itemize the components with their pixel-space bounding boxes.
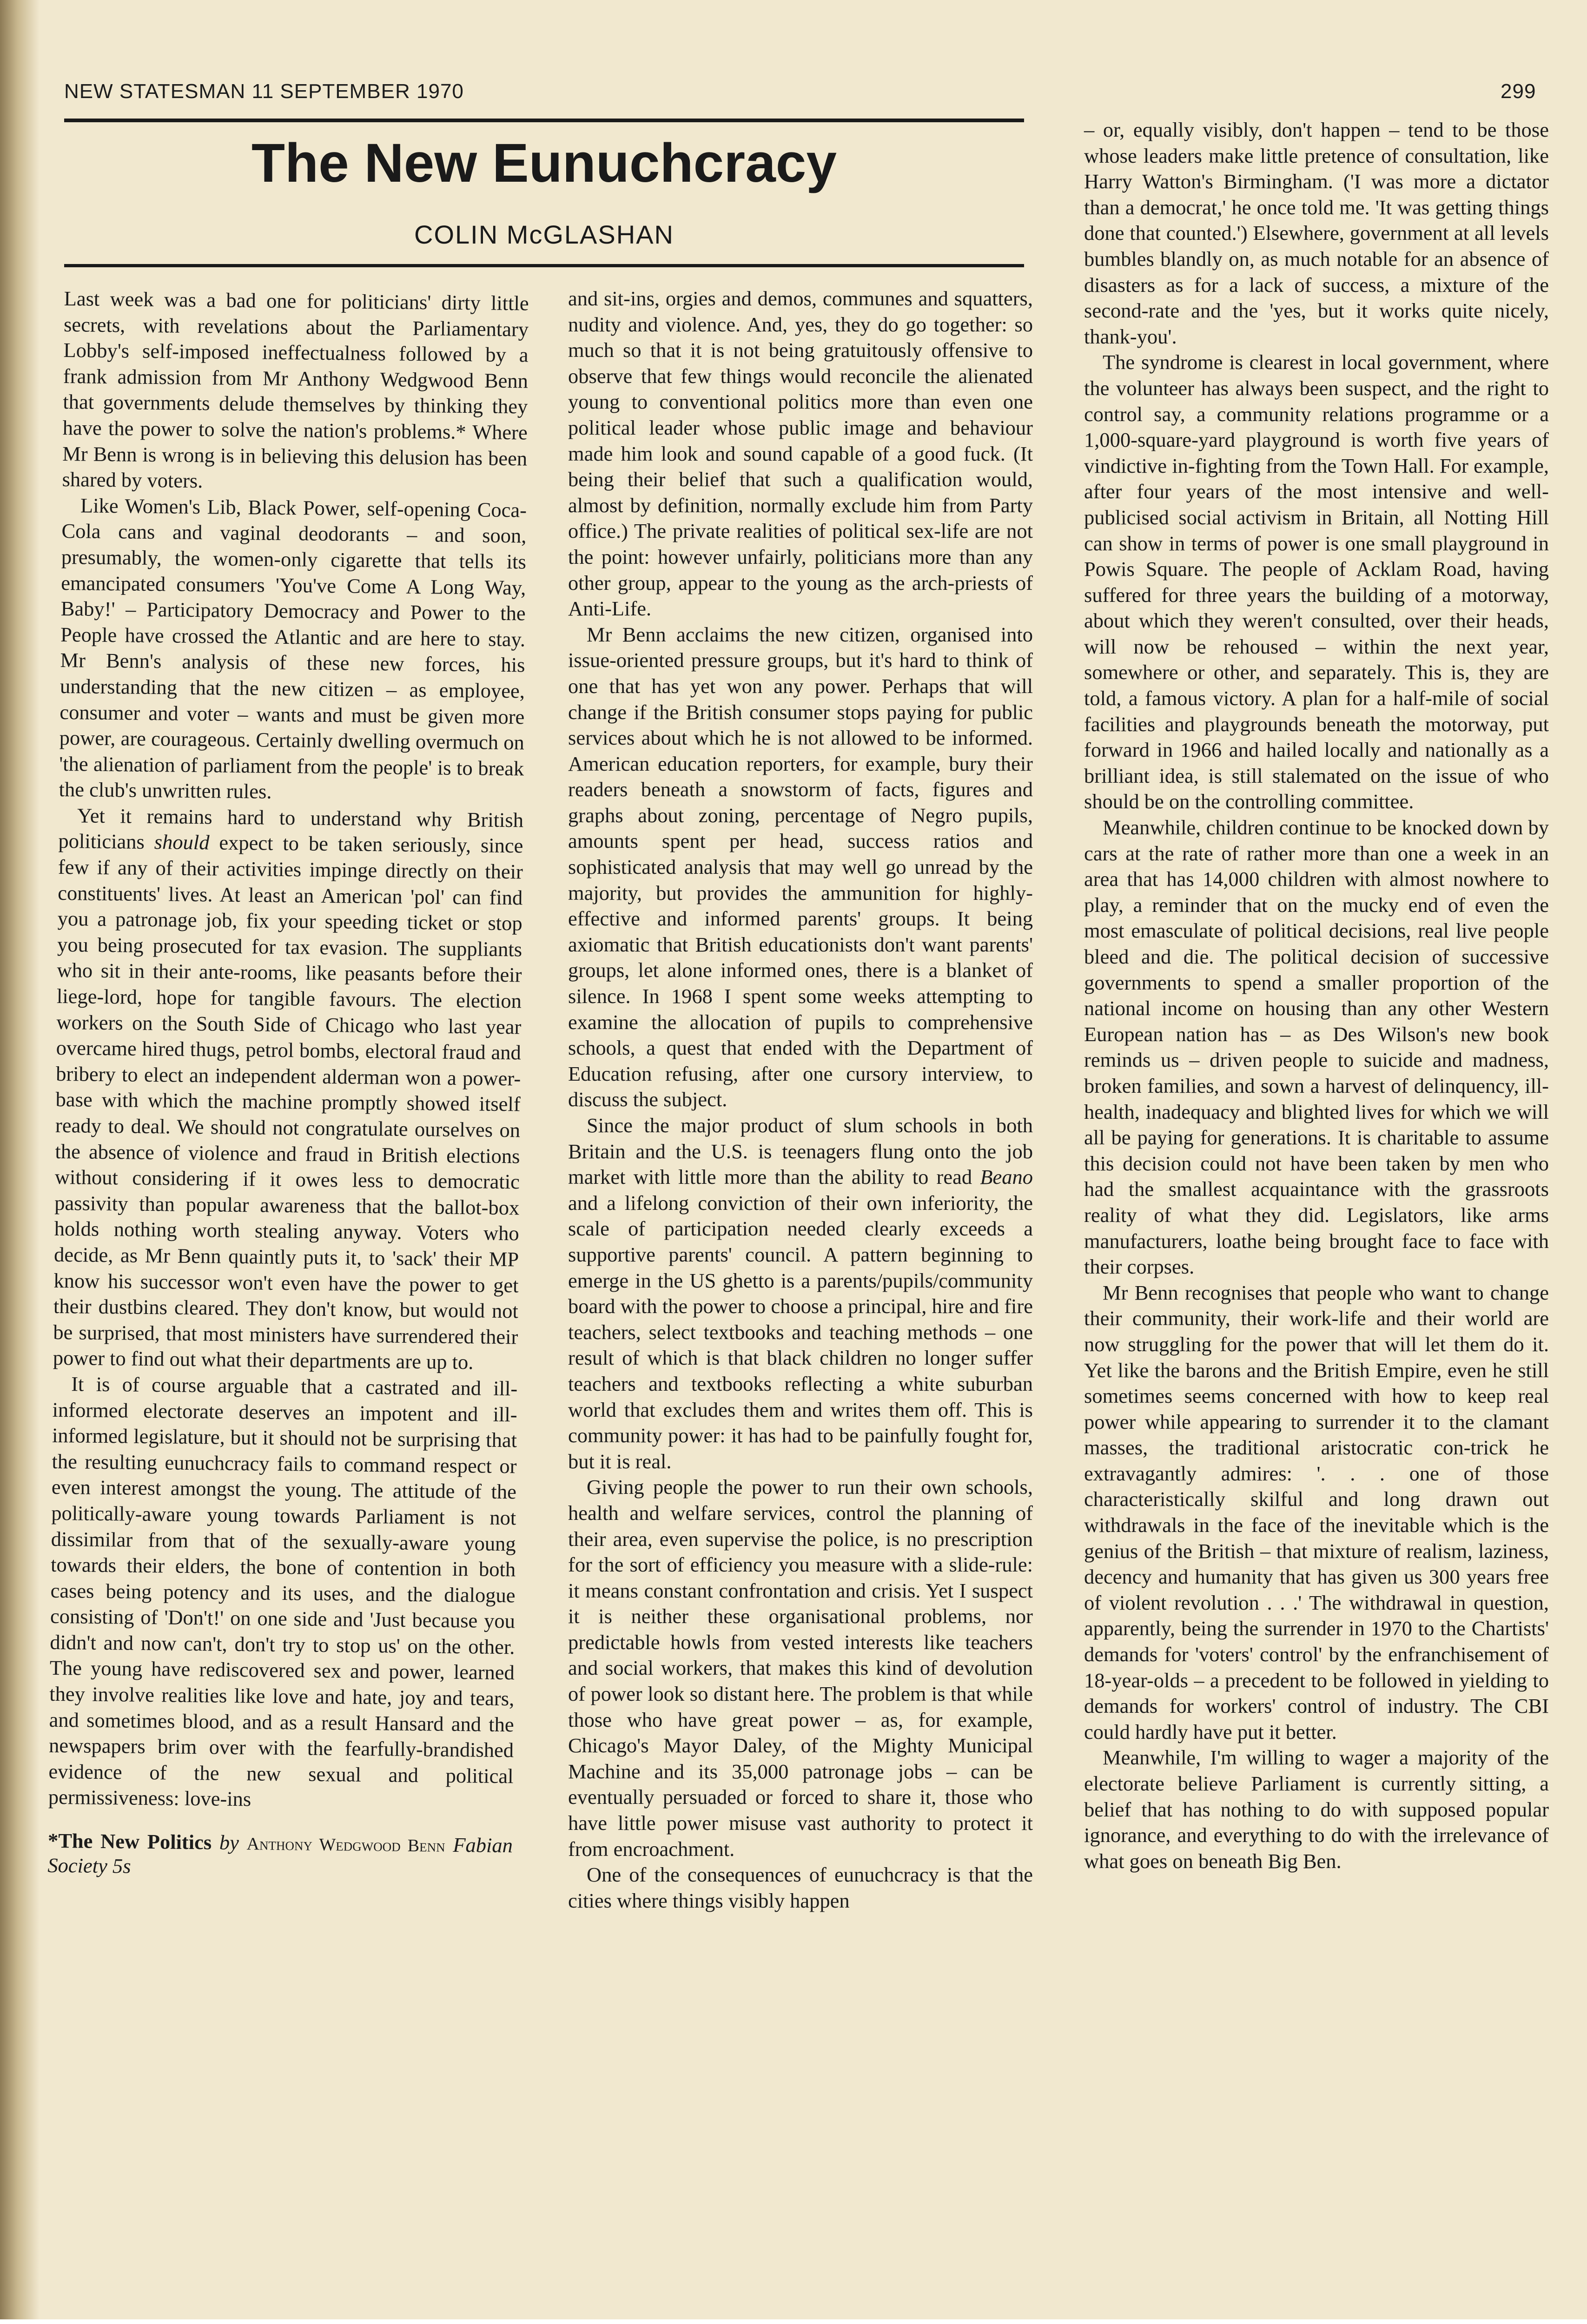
paragraph: Last week was a bad one for politicians' dirty little secrets, with revelations about the Parliamentary Lobby's self-imposed ineffectualness followed by a frank admission from Mr Anthony Wedgwood Benn that governments delude themselves by thinking they have the power to solve the nation's problems.* Where Mr Benn is wrong is in believing this delusion has been shared by voters. (62, 286, 529, 493)
text-column-1 (47, 286, 529, 1882)
title-rule-bottom (64, 264, 1024, 267)
article-byline: COLIN McGLASHAN (414, 220, 674, 249)
paragraph: Like Women's Lib, Black Power, self-opening Coca-Cola cans and vaginal deodorants – and soon, presumably, the women-only cigarette that tells its emancipated consumers 'You've Come A Long Way, Baby!' – Participatory Democracy and Power to the People have crossed the Atlantic and are here to stay. Mr Benn's analysis of these new forces, his understanding that the new citizen – as employee, consumer and voter – wants and must be given more power, are courageous. Certainly dwelling overmuch on 'the alienation of parliament from the people' is to break the club's unwritten rules. (59, 494, 527, 804)
article-title: The New Eunuchcracy (251, 132, 837, 194)
running-head-publication: NEW STATESMAN 11 SEPTEMBER 1970 (64, 80, 464, 103)
text-column-2 (568, 286, 1033, 1914)
paragraph (568, 1113, 1033, 1474)
paragraph: and sit-ins, orgies and demos, communes and squatters, nudity and violence. And, yes, they do go together: so much so that it is not being gratuitously offensive to observe that few things would reconcile the alienated young to conventional politics more than even one political leader whose public image and behaviour made him look and sound capable of a good fuck. (It being their belief that such a qualification would, almost by definition, normally exclude him from Party office.) The private realities of political sex-life are not the point: however unfairly, politicians more than any other group, appear to the young as the arch-priests of Anti-Life. (568, 287, 1033, 621)
text-run: expect to be taken seriously, since few if any of their activities impinge directly on their constituents' lives. At least an American 'pol' can find you a patronage job, fix your speeding ticket or stop you being prosecuted for tax evasion. The suppliants who sit in their ante-rooms, like peasants before their liege-lord, hope for tangible favours. The election workers on the South Side of Chicago who last year overcame hired thugs, petrol bombs, electoral fraud and bribery to elect an independent alderman won a power-base with which the machine promptly showed itself ready to deal. We should not congratulate ourselves on the absence of violence and fraud in British elections without considering if it owes less to democratic passivity than popular awareness that the ballot-box holds nothing worth stealing anyway. Voters who decide, as Mr Benn quaintly puts it, to 'sack' their MP know his successor won't even have the power to get their dustbins cleared. They don't know, but would not be surprised, that most ministers have surrendered their power to find out what their departments are up to. (53, 831, 523, 1374)
paragraph (53, 803, 524, 1376)
paragraph: Mr Benn recognises that people who want to change their community, their work-life and their world are now struggling for the power that will let them do it. Yet like the barons and the British Empire, even he still sometimes seems concerned with how to keep real power while appearing to surrender it to the clamant masses, the traditional aristocratic con-trick he extravagantly admires: '. . . one of those characteristically skilful and long drawn out withdrawals in the face of the inevitable which is the genius of the British – that mixture of realism, laziness, decency and humanity that has given us 300 years free of violent revolution . . .' The withdrawal in question, apparently, being the surrender in 1970 to the Chartists' demands for 'voters' control' by the enfranchisement of 18-year-olds – a precedent to be followed in yielding to demands for workers' control of industry. The CBI could hardly have put it better. (1084, 1281, 1549, 1743)
paragraph: Meanwhile, children continue to be knocked down by cars at the rate of rather more than one a week in an area that has 14,000 children with almost nowhere to play, a reminder that on the mucky end of even the most emasculate of political decisions, real live people bleed and die. The political decision of successive governments to spend a smaller proportion of the national income on housing than any other Western European nation has – as Des Wilson's new book reminds us – driven people to suicide and madness, broken families, and sown a harvest of delinquency, ill-health, inadequacy and blighted lives for which we will all be paying for generations. It is charitable to assume this decision could not have been taken by men who had the smallest acquaintance with the grassroots reality of what they did. Legislators, like arms manufacturers, loathe being brought face to face with their corpses. (1084, 816, 1549, 1279)
title-rule-top (64, 119, 1024, 122)
text-column-3 (1084, 117, 1549, 1874)
text-run: Yet it remains hard to understand why British politicians (58, 804, 524, 854)
emphasis: should (154, 830, 210, 854)
emphasis: Beano (980, 1165, 1033, 1189)
paragraph: The syndrome is clearest in local government, where the volunteer has always been suspect, and the right to control say, a community relations programme or a 1,000-square-yard playground is worth five years of vindictive in-fighting from the Town Hall. For example, after four years of the most intensive and well-publicised social activism in Britain, all Notting Hill can show in terms of power is one small playground in Powis Square. The people of Acklam Road, having suffered for three years the building of a motorway, about which they weren't consulted, over their heads, will now be rehoused – within the next year, somewhere or other, and separately. This is, they are told, a famous victory. A plan for a half-mile of social facilities and playgrounds beneath the motorway, put forward in 1966 and hailed locally and nationally as a brilliant idea, is still stalemated on the issue of who should be on the controlling committee. (1084, 350, 1549, 813)
text-run: and a lifelong conviction of their own inferiority, the scale of participation needed clearly exceeds a supportive parents' council. A pattern beginning to emerge in the US ghetto is a parents/pupils/community board with the power to choose a principal, hire and fire teachers, select textbooks and teaching methods – one result of which is that black children no longer suffer teachers and textbooks reflecting a white suburban world that excludes them and writes them off. This is community power: it has had to be painfully fought for, but it is real. (568, 1191, 1033, 1473)
paragraph: Giving people the power to run their own schools, health and welfare services, control the planning of their area, even supervise the police, is no prescription for the sort of efficiency you measure with a slide-rule: it means constant confrontation and crisis. Yet I suspect it is neither these organisational problems, nor predictable howls from vested interests like teachers and social workers, that makes this kind of devolution of power look so distant here. The problem is that while those who have great power – as, for example, Chicago's Mayor Daley, of the Mighty Municipal Machine and its 35,000 patronage jobs – can be eventually persuaded or forced to share it, those who have little power misuse vast authority to protect it from encroachment. (568, 1475, 1033, 1861)
binding-shadow (0, 0, 40, 2319)
footnote (47, 1829, 513, 1882)
text-run: Since the major product of slum schools in both Britain and the U.S. is teenagers flung onto the job market with little more than the ability to read (568, 1114, 1033, 1189)
paragraph: – or, equally visibly, don't happen – tend to be those whose leaders make little pretence of consultation, like Harry Watton's Birmingham. ('I was more a dictator than a democrat,' he once told me. 'It was getting things done that counted.') Elsewhere, government at all levels bumbles blandly on, as much notable for an absence of disasters as for a lack of success, a mixture of the second-rate and the 'yes, but it works quite nicely, thank-you'. (1084, 118, 1549, 348)
footnote-book-title: *The New Politics (47, 1829, 212, 1854)
paragraph: It is of course arguable that a castrated and ill-informed electorate deserves an impotent and ill-informed legislature, but it should not be surprising that the resulting eunuchcracy fails to command respect or even interest amongst the young. The attitude of the politically-aware young towards Parliament is not dissimilar from that of the sexually-aware young towards their elders, the bone of contention in both cases being potency and its uses, and the dialogue consisting of 'Don't!' on one side and 'Just because you didn't and now can't, don't try to stop us' on the other. The young have rediscovered sex and power, learned they involve realities like love and hate, joy and tears, and sometimes blood, and as a result Hansard and the newspapers brim over with the fearfully-brandished evidence of the new sexual and political permissiveness: love-ins (48, 1372, 518, 1811)
text-run: by (211, 1830, 247, 1855)
page-number: 299 (1501, 80, 1536, 103)
footnote-publisher: Fabian Society 5s (47, 1833, 513, 1878)
footnote-author: Anthony Wedgwood Benn (246, 1834, 445, 1856)
paragraph: Meanwhile, I'm willing to wager a majority of the electorate believe Parliament is currently sitting, a belief that has nothing to do with supposed popular ignorance, and everything to do with the irrelevance of what goes on beneath Big Ben. (1084, 1746, 1549, 1873)
paragraph: Mr Benn acclaims the new citizen, organised into issue-oriented pressure groups, but it's hard to think of one that has yet won any power. Perhaps that will change if the British consumer stops paying for public services about which he is not allowed to be informed. American education reporters, for example, bury their readers beneath a snowstorm of facts, figures and graphs about zoning, percentage of Negro pupils, amounts spent per head, success ratios and sophisticated analysis that may well go unread by the majority, but provides the ammunition for highly-effective and informed parents' groups. It being axiomatic that British educationists don't want parents' groups, let alone informed ones, there is a blanket of silence. In 1968 I spent some weeks attempting to examine the allocation of pupils to comprehensive schools, a quest that ended with the Department of Education refusing, after one cursory interview, to discuss the subject. (568, 622, 1033, 1111)
paragraph: One of the consequences of eunuchcracy is that the cities where things visibly happen (568, 1863, 1033, 1912)
